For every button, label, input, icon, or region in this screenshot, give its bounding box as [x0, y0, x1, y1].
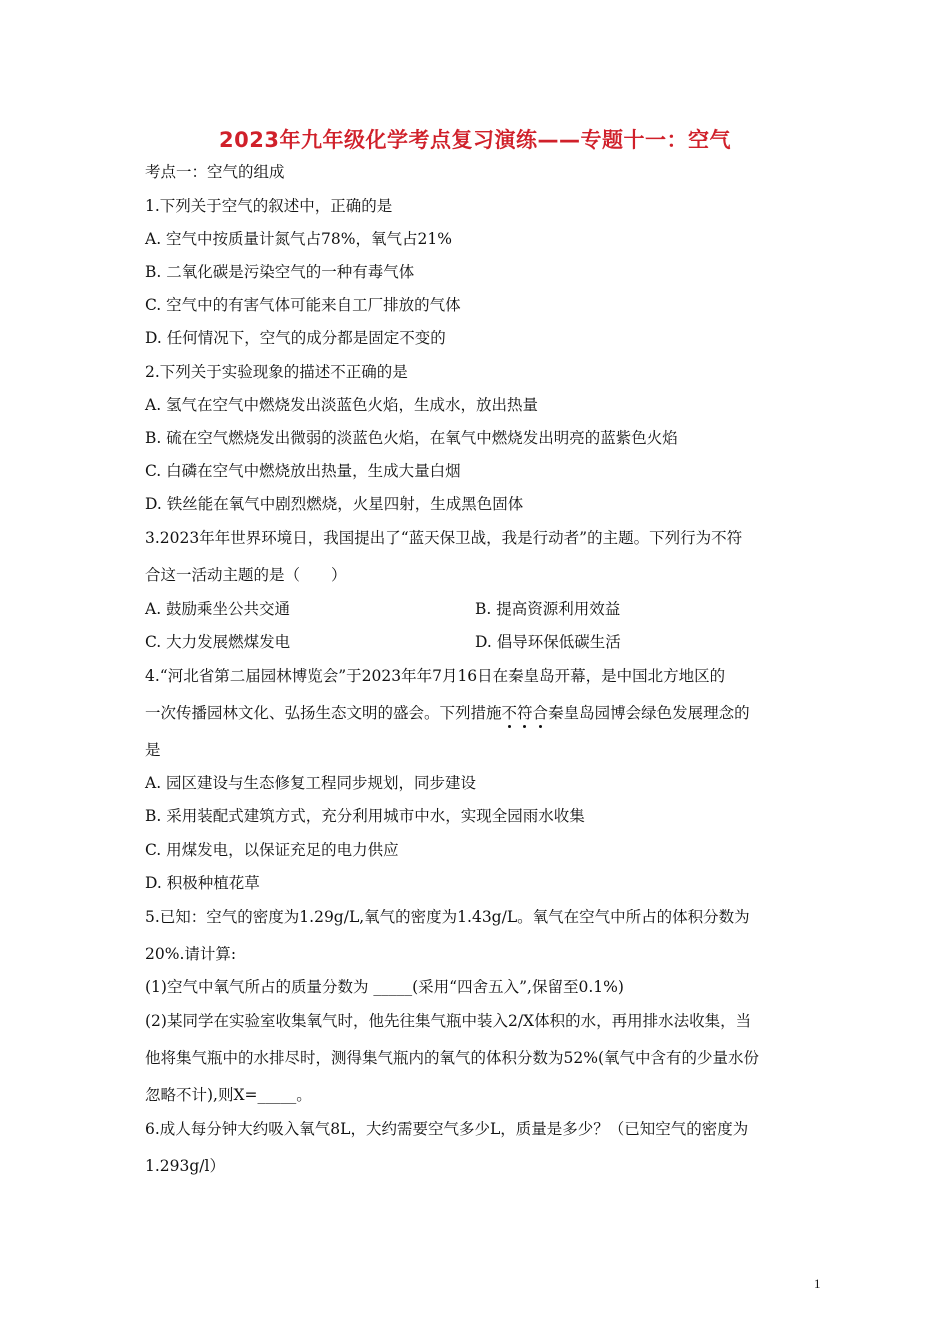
q4-option-a: A. 园区建设与生态修复工程同步规划，同步建设 — [145, 774, 477, 792]
q5-part2-line2: 他将集气瓶中的水排尽时，测得集气瓶内的氧气的体积分数为52%(氧气中含有的少量水份 — [145, 1049, 760, 1067]
q2-option-c: C. 白磷在空气中燃烧放出热量，生成大量白烟 — [145, 462, 461, 480]
q5-part2-line3: 忽略不计),则X=_____。 — [145, 1086, 312, 1104]
q1-stem: 1.下列关于空气的叙述中，正确的是 — [145, 197, 393, 215]
page-title: 2023年九年级化学考点复习演练——专题十一：空气 — [219, 128, 731, 152]
emphasis-char: 不 — [501, 704, 518, 722]
q6-stem-line1: 6.成人每分钟大约吸入氧气8L，大约需要空气多少L，质量是多少？（已知空气的密度为 — [145, 1120, 749, 1138]
q4-stem-line1: 4.“河北省第二届园林博览会”于2023年年7月16日在秦皇岛开幕，是中国北方地区的 — [145, 667, 726, 685]
q3-stem-line2: 合这一活动主题的是（ ） — [145, 566, 347, 584]
q5-stem-line1: 5.已知：空气的密度为1.29g/L,氧气的密度为1.43g/L。氧气在空气中所占的体积分数为 — [145, 908, 750, 926]
q3-option-a: A. 鼓励乘坐公共交通 — [145, 600, 291, 618]
q5-part2-line1: (2)某同学在实验室收集氧气时，他先往集气瓶中装入2/X体积的水，再用排水法收集，当 — [145, 1012, 752, 1030]
q4-option-d: D. 积极种植花草 — [145, 874, 260, 892]
q4-stem-text: 一次传播园林文化、弘扬生态文明的盛会。下列措施 — [145, 704, 502, 722]
q4-stem-line2 — [145, 703, 750, 723]
q1-option-d: D. 任何情况下，空气的成分都是固定不变的 — [145, 329, 446, 347]
q3-option-d: D. 倡导环保低碳生活 — [475, 633, 621, 651]
emphasis-char: 符 — [517, 704, 533, 722]
q1-option-c: C. 空气中的有害气体可能来自工厂排放的气体 — [145, 296, 461, 314]
q4-option-c: C. 用煤发电，以保证充足的电力供应 — [145, 841, 399, 859]
q2-option-d: D. 铁丝能在氧气中剧烈燃烧，火星四射，生成黑色固体 — [145, 495, 524, 513]
q3-option-b: B. 提高资源利用效益 — [475, 600, 621, 618]
q6-stem-line2: 1.293g/l） — [145, 1157, 225, 1175]
section-heading: 考点一：空气的组成 — [145, 163, 285, 181]
q4-stem-text: 秦皇岛园博会绿色发展理念的 — [548, 704, 750, 722]
q4-stem-line3: 是 — [145, 741, 161, 759]
emphasis-char: 合 — [532, 704, 549, 722]
q4-option-b: B. 采用装配式建筑方式，充分利用城市中水，实现全园雨水收集 — [145, 807, 585, 825]
q3-stem-line1: 3.2023年年世界环境日，我国提出了“蓝天保卫战，我是行动者”的主题。下列行为不符 — [145, 529, 743, 547]
q2-option-a: A. 氢气在空气中燃烧发出淡蓝色火焰，生成水，放出热量 — [145, 396, 539, 414]
q5-stem-line2: 20%.请计算: — [145, 945, 237, 963]
q5-part1: (1)空气中氧气所占的质量分数为 _____(采用“四舍五入”,保留至0.1%) — [145, 978, 624, 996]
q2-option-b: B. 硫在空气燃烧发出微弱的淡蓝色火焰，在氧气中燃烧发出明亮的蓝紫色火焰 — [145, 429, 678, 447]
q2-stem: 2.下列关于实验现象的描述不正确的是 — [145, 363, 408, 381]
q1-option-a: A. 空气中按质量计氮气占78%，氧气占21% — [145, 230, 452, 248]
page-number: 1 — [814, 1276, 821, 1291]
q1-option-b: B. 二氧化碳是污染空气的一种有毒气体 — [145, 263, 415, 281]
q3-option-c: C. 大力发展燃煤发电 — [145, 633, 291, 651]
